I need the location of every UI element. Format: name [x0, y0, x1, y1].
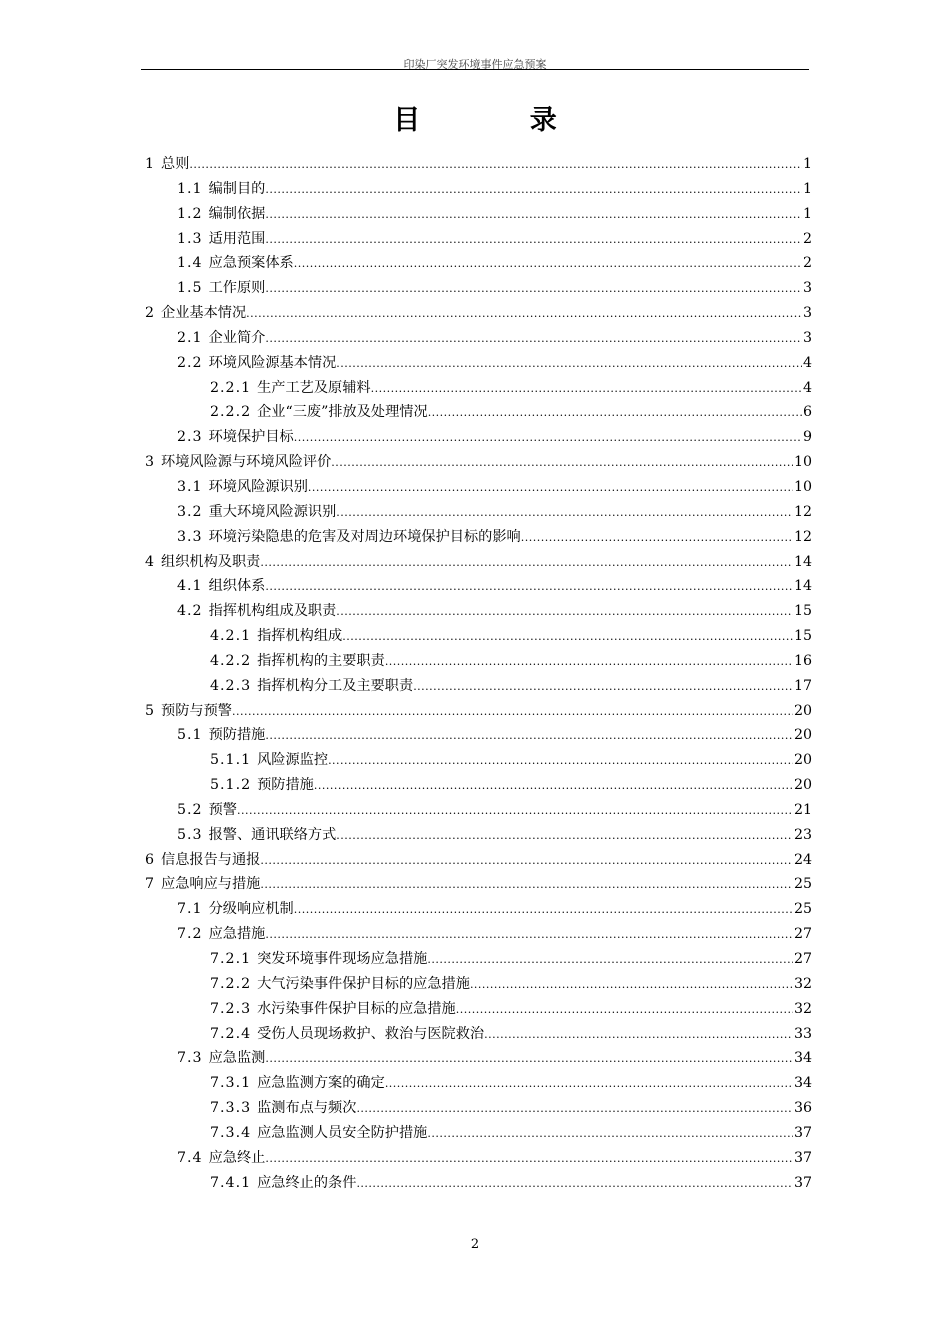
toc-entry-page: 14 [793, 578, 812, 595]
toc-dot-leader [265, 178, 802, 203]
toc-entry-title: 工作原则 [208, 280, 266, 297]
toc-entry[interactable] [141, 798, 812, 823]
toc-entry-page: 6 [802, 404, 812, 421]
toc-entry-page: 20 [793, 777, 812, 794]
toc-entry-number: 7.3.1 [210, 1075, 252, 1092]
toc-entry-number: 4.2.1 [210, 628, 252, 645]
toc-entry-page: 3 [802, 329, 812, 346]
toc-entry-number: 2.2 [177, 354, 203, 371]
toc-entry-number: 4 [145, 553, 156, 570]
page-number: 2 [470, 1237, 480, 1252]
toc-entry[interactable] [141, 947, 812, 972]
toc-entry-title: 指挥机构组成及职责 [208, 603, 337, 620]
toc-entry-title: 受伤人员现场救护、救治与医院救治 [257, 1025, 485, 1042]
toc-entry-number: 7.3.3 [210, 1100, 252, 1117]
toc-entry-number: 2.2.1 [210, 379, 252, 396]
toc-entry-number: 1.3 [177, 230, 203, 247]
toc-entry-number: 1.5 [177, 280, 203, 297]
toc-entry[interactable] [141, 1171, 812, 1196]
toc-entry-title: 环境污染隐患的危害及对周边环境保护目标的影响 [208, 528, 521, 545]
toc-entry-title: 应急措施 [208, 926, 266, 943]
toc-entry[interactable] [141, 1146, 812, 1171]
toc-entry-page: 2 [802, 255, 812, 272]
toc-entry[interactable] [141, 227, 812, 252]
toc-entry-page: 12 [793, 528, 812, 545]
toc-entry-title: 环境风险源识别 [208, 478, 308, 495]
toc-entry[interactable] [141, 1071, 812, 1096]
toc-entry-number: 5.1.2 [210, 777, 252, 794]
toc-dot-leader [265, 724, 793, 749]
toc-dot-leader [356, 1172, 793, 1197]
toc-entry-page: 1 [802, 205, 812, 222]
toc-dot-leader [521, 526, 793, 551]
toc-entry-number: 1.1 [177, 180, 203, 197]
toc-entry-number: 1.4 [177, 255, 203, 272]
toc-entry-number: 5.1.1 [210, 752, 252, 769]
toc-dot-leader [232, 700, 793, 725]
toc-entry[interactable] [141, 400, 812, 425]
toc-entry-page: 2 [802, 230, 812, 247]
toc-entry-number: 7.2.3 [210, 1000, 252, 1017]
toc-entry-number: 7.2.4 [210, 1025, 252, 1042]
toc-entry[interactable] [141, 773, 812, 798]
toc-entry-page: 10 [793, 454, 812, 471]
toc-entry-title: 环境风险源基本情况 [208, 354, 337, 371]
toc-entry-page: 27 [793, 951, 812, 967]
toc-entry[interactable] [141, 823, 812, 848]
toc-entry-number: 2.2.2 [210, 404, 252, 421]
toc-entry[interactable] [141, 550, 812, 575]
toc-dot-leader [413, 675, 793, 700]
toc-entry-page: 33 [793, 1025, 812, 1042]
toc-entry-title: 环境保护目标 [208, 429, 294, 446]
toc-dot-leader [385, 650, 793, 675]
toc-dot-leader [385, 1072, 793, 1097]
toc-dot-leader [246, 302, 802, 327]
toc-entry-title: 应急监测方案的确定 [257, 1075, 385, 1092]
toc-dot-leader [265, 277, 802, 302]
toc-entry-title: 环境风险源与环境风险评价 [161, 454, 332, 471]
toc-entry[interactable] [141, 872, 812, 897]
running-header: 印染厂突发环境事件应急预案 [403, 58, 547, 71]
toc-dot-leader [294, 426, 802, 451]
toc-entry-title: 指挥机构分工及主要职责 [257, 677, 414, 694]
toc-entry[interactable] [141, 450, 812, 475]
toc-entry-title: 预防措施 [208, 727, 266, 744]
toc-entry-page: 14 [793, 553, 812, 570]
toc-entry[interactable] [141, 177, 812, 202]
toc-dot-leader [470, 973, 793, 998]
toc-entry-number: 7.3 [177, 1050, 203, 1067]
toc-entry-number: 7.4 [177, 1149, 203, 1166]
toc-entry-title: 指挥机构的主要职责 [257, 652, 385, 669]
toc-entry[interactable] [141, 351, 812, 376]
toc-entry-number: 2.1 [177, 329, 203, 346]
toc-entry[interactable] [141, 972, 812, 997]
toc-entry[interactable] [141, 475, 812, 500]
toc-entry-page: 37 [793, 1174, 812, 1191]
toc-dot-leader [427, 1122, 793, 1147]
toc-entry-title: 编制目的 [208, 180, 266, 197]
toc-dot-leader [294, 252, 802, 277]
toc-entry-title: 应急预案体系 [208, 255, 294, 272]
toc-entry-number: 1.2 [177, 205, 203, 222]
toc-entry-title: 信息报告与通报 [161, 851, 261, 868]
toc-entry[interactable] [141, 326, 812, 351]
toc-entry-number: 3.1 [177, 478, 203, 495]
toc-dot-leader [265, 228, 802, 253]
toc-entry-page: 23 [793, 826, 812, 843]
toc-entry[interactable] [141, 1022, 812, 1047]
toc-entry-page: 32 [793, 1000, 812, 1017]
toc-entry-title: 应急终止 [208, 1149, 266, 1166]
toc-entry[interactable] [141, 301, 812, 326]
toc-entry-page: 27 [793, 926, 812, 943]
toc-dot-leader [342, 625, 793, 650]
toc-entry-page: 17 [793, 677, 812, 694]
toc-entry[interactable] [141, 574, 812, 599]
toc-entry-number: 7.2.2 [210, 975, 252, 992]
toc-entry-page: 37 [793, 1149, 812, 1166]
toc-entry-title: 监测布点与频次 [257, 1100, 357, 1117]
toc-entry-number: 5.2 [177, 801, 203, 818]
toc-entry-title: 风险源监控 [257, 752, 329, 769]
toc-entry-page: 24 [793, 851, 812, 868]
toc-entry-number: 4.2.3 [210, 677, 252, 694]
toc-entry-title: 应急监测人员安全防护措施 [257, 1124, 428, 1141]
toc-entry-page: 12 [793, 503, 812, 520]
toc-entry-page: 1 [802, 156, 812, 172]
toc-entry[interactable] [141, 748, 812, 773]
toc-entry[interactable] [141, 674, 812, 699]
toc-entry[interactable] [141, 1046, 812, 1071]
toc-entry-number: 7.2 [177, 926, 203, 943]
toc-entry-title: 应急响应与措施 [161, 876, 261, 893]
toc-dot-leader [308, 476, 793, 501]
toc-entry[interactable] [141, 922, 812, 947]
toc-entry-title: 预防措施 [257, 777, 314, 794]
toc-entry-title: 报警、通讯联络方式 [208, 826, 337, 843]
toc-dot-leader [336, 501, 793, 526]
toc-entry-title: 企业基本情况 [161, 305, 247, 322]
toc-entry-number: 4.2 [177, 603, 203, 620]
toc-dot-leader [265, 1047, 793, 1072]
toc-entry-title: 组织机构及职责 [161, 553, 261, 570]
toc-dot-leader [189, 153, 802, 178]
toc-entry-number: 3.2 [177, 503, 203, 520]
toc-title: 目 录 [393, 105, 607, 136]
toc-entry[interactable] [141, 699, 812, 724]
toc-dot-leader [428, 401, 802, 426]
toc-entry-page: 15 [793, 628, 812, 645]
toc-entry-page: 37 [793, 1124, 812, 1141]
toc-entry[interactable] [141, 897, 812, 922]
toc-entry-title: 预防与预警 [161, 702, 232, 719]
toc-entry-title: 编制依据 [208, 205, 266, 222]
toc-entry-page: 25 [793, 901, 812, 918]
toc-entry-title: 企业简介 [208, 329, 266, 346]
toc-entry-page: 1 [802, 180, 812, 197]
toc-entry-page: 10 [793, 478, 812, 495]
toc-entry[interactable] [141, 525, 812, 550]
toc-entry-page: 36 [793, 1100, 812, 1117]
toc-dot-leader [336, 600, 793, 625]
toc-entry-page: 32 [793, 975, 812, 992]
toc-entry[interactable] [141, 997, 812, 1022]
toc-entry-page: 34 [793, 1050, 812, 1067]
toc-entry-number: 5.1 [177, 727, 203, 744]
toc-entry-title: 水污染事件保护目标的应急措施 [257, 1000, 456, 1017]
toc-dot-leader [336, 352, 802, 377]
toc-entry-number: 5.3 [177, 826, 203, 843]
toc-entry[interactable] [141, 251, 812, 276]
toc-entry-title: 应急终止的条件 [257, 1174, 357, 1191]
toc-dot-leader [371, 377, 802, 402]
toc-dot-leader [265, 327, 802, 352]
toc-entry[interactable] [141, 202, 812, 227]
toc-dot-leader [314, 774, 793, 799]
toc-dot-leader [294, 898, 793, 923]
toc-entry[interactable] [141, 1096, 812, 1121]
toc-entry-page: 3 [802, 305, 812, 322]
toc-entry[interactable] [141, 624, 812, 649]
toc-entry-page: 4 [802, 354, 812, 371]
toc-dot-leader [265, 575, 793, 600]
toc-entry-title: 大气污染事件保护目标的应急措施 [257, 975, 470, 992]
toc-entry-number: 2 [145, 305, 156, 322]
toc-entry-number: 4.1 [177, 578, 203, 595]
toc-entry-page: 20 [793, 752, 812, 769]
toc-entry-number: 7 [145, 876, 156, 893]
toc-entry-title: 总则 [161, 156, 190, 172]
toc-dot-leader [356, 1097, 793, 1122]
toc-entry[interactable] [141, 848, 812, 873]
toc-entry-number: 1 [145, 156, 156, 172]
toc-entry[interactable] [141, 376, 812, 401]
toc-entry-number: 3 [145, 454, 156, 471]
toc-entry-number: 7.3.4 [210, 1124, 252, 1141]
toc-entry-number: 7.2.1 [210, 951, 252, 967]
toc-dot-leader [265, 1147, 793, 1172]
toc-entry-title: 指挥机构组成 [257, 628, 343, 645]
toc-entry-page: 25 [793, 876, 812, 893]
toc-entry[interactable] [141, 500, 812, 525]
toc-entry[interactable] [141, 1121, 812, 1146]
toc-entry-page: 4 [802, 379, 812, 396]
toc-entry[interactable] [141, 425, 812, 450]
toc-entry-title: 生产工艺及原辅料 [257, 379, 371, 396]
toc-dot-leader [331, 451, 793, 476]
toc-dot-leader [328, 749, 793, 774]
toc-entry-title: 组织体系 [208, 578, 266, 595]
toc-dot-leader [260, 849, 793, 874]
toc-entry[interactable] [141, 152, 812, 177]
toc-entry[interactable] [141, 599, 812, 624]
table-of-contents [141, 152, 812, 1195]
toc-entry-page: 20 [793, 727, 812, 744]
toc-dot-leader [260, 873, 793, 898]
toc-entry-number: 6 [145, 851, 156, 868]
toc-dot-leader [265, 203, 802, 228]
toc-entry[interactable] [141, 649, 812, 674]
toc-dot-leader [265, 923, 793, 948]
toc-entry-title: 预警 [208, 801, 237, 818]
toc-entry-page: 9 [802, 429, 812, 446]
toc-entry-page: 3 [802, 280, 812, 297]
toc-entry-number: 7.1 [177, 901, 203, 918]
toc-entry-title: 突发环境事件现场应急措施 [257, 951, 428, 967]
toc-dot-leader [237, 799, 793, 824]
toc-dot-leader [484, 1023, 793, 1048]
toc-entry[interactable] [141, 276, 812, 301]
toc-entry-number: 5 [145, 702, 156, 719]
toc-entry-title: 重大环境风险源识别 [208, 503, 337, 520]
toc-entry-page: 20 [793, 702, 812, 719]
toc-entry[interactable] [141, 723, 812, 748]
toc-entry-title: 应急监测 [208, 1050, 266, 1067]
header-rule [141, 69, 809, 70]
toc-dot-leader [456, 998, 793, 1023]
toc-entry-number: 7.4.1 [210, 1174, 252, 1191]
toc-dot-leader [427, 948, 793, 973]
toc-dot-leader [336, 824, 793, 849]
toc-entry-page: 21 [793, 801, 812, 818]
toc-entry-title: 适用范围 [208, 230, 266, 247]
toc-entry-page: 16 [793, 652, 812, 669]
toc-entry-number: 4.2.2 [210, 652, 252, 669]
toc-entry-title: 分级响应机制 [208, 901, 294, 918]
toc-entry-number: 2.3 [177, 429, 203, 446]
toc-entry-number: 3.3 [177, 528, 203, 545]
toc-entry-title: 企业“三废”排放及处理情况 [257, 404, 428, 421]
toc-dot-leader [260, 551, 793, 576]
toc-entry-page: 15 [793, 603, 812, 620]
toc-entry-page: 34 [793, 1075, 812, 1092]
